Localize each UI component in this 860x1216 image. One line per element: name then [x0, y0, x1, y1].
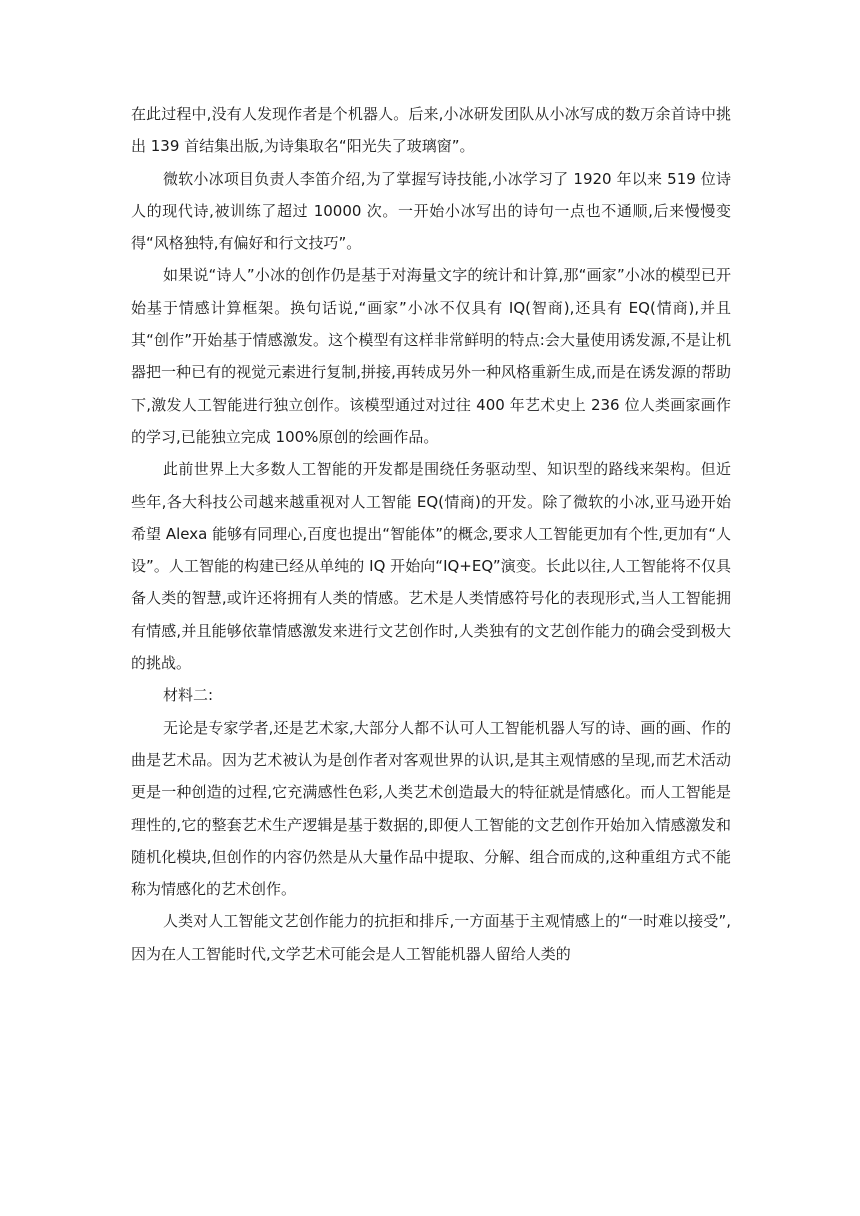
paragraph-3: 如果说“诗人”小冰的创作仍是基于对海量文字的统计和计算,那“画家”小冰的模型已开始基于情感计算框架。换句话说,“画家”小冰不仅具有 IQ(智商),还具有 EQ(情商),并且其“创作”开始基于情感激发。这个模型有这样非常鲜明的特点:会大量使用诱发源,不是让机器把一种已有的视觉元素进行复制,拼接,再转成另外一种风格重新生成,而是在诱发源的帮助下,激发人工智能进行独立创作。该模型通过对过往 400 年艺术史上 236 位人类画家画作的学习,已能独立完成 100%原创的绘画作品。 — [131, 266, 731, 446]
paragraph-5: 无论是专家学者,还是艺术家,大部分人都不认可人工智能机器人写的诗、画的画、作的曲是艺术品。因为艺术被认为是创作者对客观世界的认识,是其主观情感的呈现,而艺术活动更是一种创造的过程,它充满感性色彩,人类艺术创造最大的特征就是情感化。而人工智能是理性的,它的整套艺术生产逻辑是基于数据的,即便人工智能的文艺创作开始加入情感激发和随机化模块,但创作的内容仍然是从大量作品中提取、分解、组合而成的,这种重组方式不能称为情感化的艺术创作。 — [131, 718, 731, 899]
document-page — [131, 98, 731, 970]
paragraph-6: 人类对人工智能文艺创作能力的抗拒和排斥,一方面基于主观情感上的“一时难以接受”,因为在人工智能时代,文学艺术可能会是人工智能机器人留给人类的 — [131, 912, 731, 963]
section-heading-material-two: 材料二: — [163, 686, 214, 705]
paragraph-2: 微软小冰项目负责人李笛介绍,为了掌握写诗技能,小冰学习了 1920 年以来 519 位诗人的现代诗,被训练了超过 10000 次。一开始小冰写出的诗句一点也不通顺,后来慢慢变得“风格独特,有偏好和行文技巧”。 — [131, 169, 731, 253]
paragraph-4: 此前世界上大多数人工智能的开发都是围绕任务驱动型、知识型的路线来架构。但近些年,各大科技公司越来越重视对人工智能 EQ(情商)的开发。除了微软的小冰,亚马逊开始希望 Alexa 能够有同理心,百度也提出“智能体”的概念,要求人工智能更加有个性,更加有“人设”。人工智能的构建已经从单纯的 IQ 开始向“IQ+EQ”演变。长此以往,人工智能将不仅具备人类的智慧,或许还将拥有人类的情感。艺术是人类情感符号化的表现形式,当人工智能拥有情感,并且能够依靠情感激发来进行文艺创作时,人类独有的文艺创作能力的确会受到极大的挑战。 — [131, 460, 731, 673]
paragraph-1: 在此过程中,没有人发现作者是个机器人。后来,小冰研发团队从小冰写成的数万余首诗中挑出 139 首结集出版,为诗集取名“阳光失了玻璃窗”。 — [131, 105, 731, 156]
